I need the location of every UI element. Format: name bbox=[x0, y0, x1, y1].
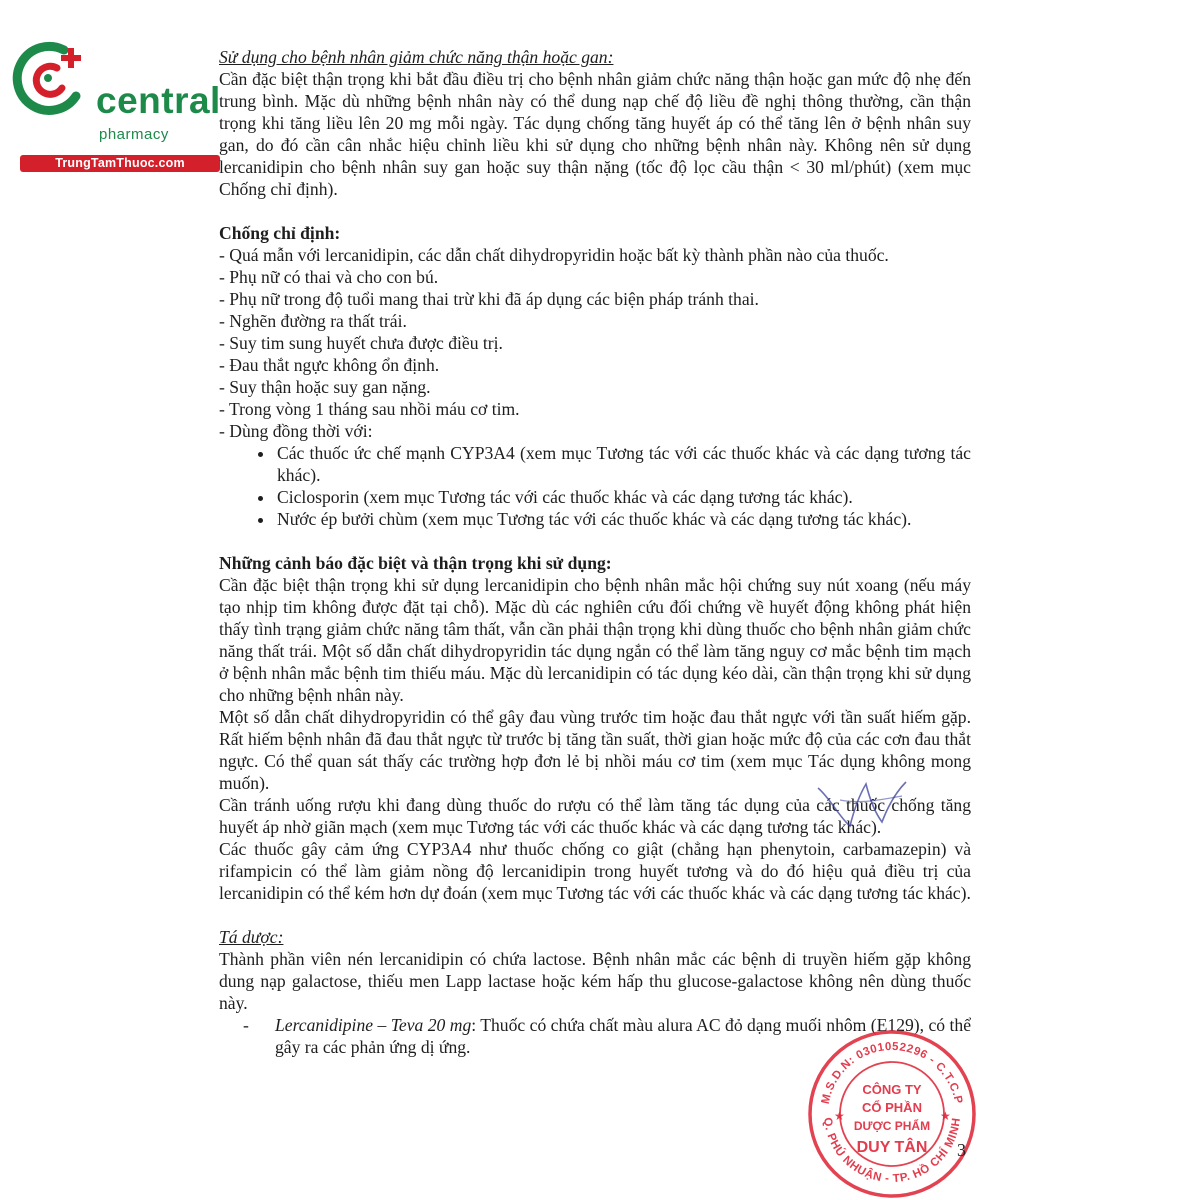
stamp-star-left: ★ bbox=[834, 1109, 845, 1123]
list-item: - Suy tim sung huyết chưa được điều trị. bbox=[219, 333, 503, 353]
company-stamp bbox=[806, 1028, 978, 1200]
paragraph-warnings-2: Một số dẫn chất dihydropyridin có thể gây đau vùng trước tim hoặc đau thắt ngực với tần suất hiếm gặp. Rất hiếm bệnh nhân đã đau thắt ngực từ trước bị tăng tần suất, thời gian hoặc mức độ của các cơn đau thắt ngực. Có thể quan sát thấy các trường hợp đơn lẻ bị nhồi máu cơ tim (xem mục Tác dụng không mong muốn). bbox=[219, 707, 971, 793]
paragraph-renal-hepatic: Cần đặc biệt thận trọng khi bắt đầu điều trị cho bệnh nhân giảm chức năng thận hoặc gan mức độ nhẹ đến trung bình. Mặc dù những bệnh nhân này có thể dung nạp chế độ liều đề nghị thông thường, cần thận trọng khi tăng liều lên 20 mg mỗi ngày. Tác dụng chống tăng huyết áp có thể tăng lên ở bệnh nhân suy gan, do đó cần cân nhắc hiệu chỉnh liều khi sử dụng cho những bệnh nhân này. Không nên sử dụng lercanidipin cho bệnh nhân suy gan hoặc suy thận nặng (tốc độ lọc cầu thận < 30 ml/phút) (xem mục Chống chỉ định). bbox=[219, 69, 971, 199]
bullet-item: • Các thuốc ức chế mạnh CYP3A4 (xem mục Tương tác với các thuốc khác và các dạng tương tác khác). bbox=[275, 442, 971, 486]
product-name: Lercanidipine – Teva 20 mg bbox=[275, 1015, 472, 1035]
document-body bbox=[219, 46, 971, 1058]
list-item: - Dùng đồng thời với: bbox=[219, 421, 373, 441]
signature-mark bbox=[810, 770, 920, 840]
dash-marker: - bbox=[243, 1015, 249, 1035]
list-item: - Phụ nữ trong độ tuổi mang thai trừ khi đã áp dụng các biện pháp tránh thai. bbox=[219, 289, 759, 309]
bullet-item: • Ciclosporin (xem mục Tương tác với các thuốc khác và các dạng tương tác khác). bbox=[275, 486, 971, 508]
stamp-star-right: ★ bbox=[940, 1109, 951, 1123]
section-heading-excipients: Tá dược: bbox=[219, 927, 284, 947]
concurrent-use-list bbox=[219, 442, 971, 530]
stamp-line-1: CÔNG TY bbox=[862, 1082, 922, 1097]
contraindication-list bbox=[219, 244, 971, 442]
stamp-line-4: DUY TÂN bbox=[856, 1139, 928, 1156]
paragraph-warnings-1: Cần đặc biệt thận trọng khi sử dụng lercanidipin cho bệnh nhân mắc hội chứng suy nút xoang (nếu máy tạo nhịp tim không được đặt tại chỗ). Mặc dù các nghiên cứu đối chứng về huyết động không phát hiện thấy tình trạng giảm chức năng tâm thất, vẫn cần phải thận trọng khi dùng thuốc cho bệnh nhân giảm chức năng thất trái. Một số dẫn chất dihydropyridin tác dụng ngắn có thể làm tăng nguy cơ mắc bệnh tim mạch ở bệnh nhân mắc bệnh tim thiếu máu. Mặc dù lercanidipin có tác dụng kéo dài, cần thận trọng khi sử dụng cho những bệnh nhân này. bbox=[219, 575, 971, 705]
stamp-ring-bottom: Q. PHÚ NHUẬN - TP. HỒ CHÍ MINH bbox=[820, 1116, 964, 1186]
list-item: - Nghẽn đường ra thất trái. bbox=[219, 311, 407, 331]
list-item: - Phụ nữ có thai và cho con bú. bbox=[219, 267, 439, 287]
section-heading-renal-hepatic: Sử dụng cho bệnh nhân giảm chức năng thận hoặc gan: bbox=[219, 47, 614, 67]
list-item: - Suy thận hoặc suy gan nặng. bbox=[219, 377, 431, 397]
section-heading-contraindications: Chống chỉ định: bbox=[219, 223, 341, 243]
list-item: - Trong vòng 1 tháng sau nhồi máu cơ tim. bbox=[219, 399, 520, 419]
logo-subtitle: pharmacy bbox=[99, 126, 169, 143]
logo-url-banner: TrungTamThuoc.com bbox=[20, 155, 220, 172]
bullet-item: • Nước ép bưởi chùm (xem mục Tương tác với các thuốc khác và các dạng tương tác khác). bbox=[275, 508, 971, 530]
list-item: - Đau thắt ngực không ổn định. bbox=[219, 355, 440, 375]
paragraph-warnings-3: Cần tránh uống rượu khi đang dùng thuốc do rượu có thể làm tăng tác dụng của các thuốc chống tăng huyết áp nhờ giãn mạch (xem mục Tương tác với các thuốc khác và các dạng tương tác khác). bbox=[219, 795, 971, 837]
stamp-ring-top: M.S.D.N: 0301052296 - C.T.C.P bbox=[819, 1040, 965, 1106]
central-pharmacy-logo bbox=[10, 38, 221, 170]
paragraph-excipients: Thành phần viên nén lercanidipin có chứa lactose. Bệnh nhân mắc các bệnh di truyền hiếm gặp không dung nạp galactose, thiếu men Lapp lactase hoặc kém hấp thu glucose-galactose không nên dùng thuốc này. bbox=[219, 949, 971, 1013]
list-item: - Quá mẫn với lercanidipin, các dẫn chất dihydropyridin hoặc bất kỳ thành phần nào của thuốc. bbox=[219, 245, 889, 265]
stamp-line-2: CỔ PHẦN bbox=[862, 1100, 922, 1115]
logo-name: central bbox=[96, 80, 221, 121]
page-number: 3 bbox=[957, 1140, 966, 1160]
stamp-line-3: DƯỢC PHẨM bbox=[853, 1119, 931, 1133]
pharmacy-logo-icon bbox=[10, 38, 92, 120]
paragraph-warnings-4: Các thuốc gây cảm ứng CYP3A4 như thuốc chống co giật (chẳng hạn phenytoin, carbamazepin) và rifampicin có thể làm giảm nồng độ lercanidipin trong huyết tương và do đó hiệu quả điều trị của lercanidipin có thể kém hơn dự đoán (xem mục Tương tác với các thuốc khác và các dạng tương tác khác). bbox=[219, 839, 971, 903]
section-heading-warnings: Những cảnh báo đặc biệt và thận trọng khi sử dụng: bbox=[219, 553, 612, 573]
excipient-item-text: : Thuốc có chứa chất màu alura AC đỏ dạng muối nhôm (E129), có thể gây ra các phản ứng dị ứng. bbox=[275, 1015, 972, 1057]
